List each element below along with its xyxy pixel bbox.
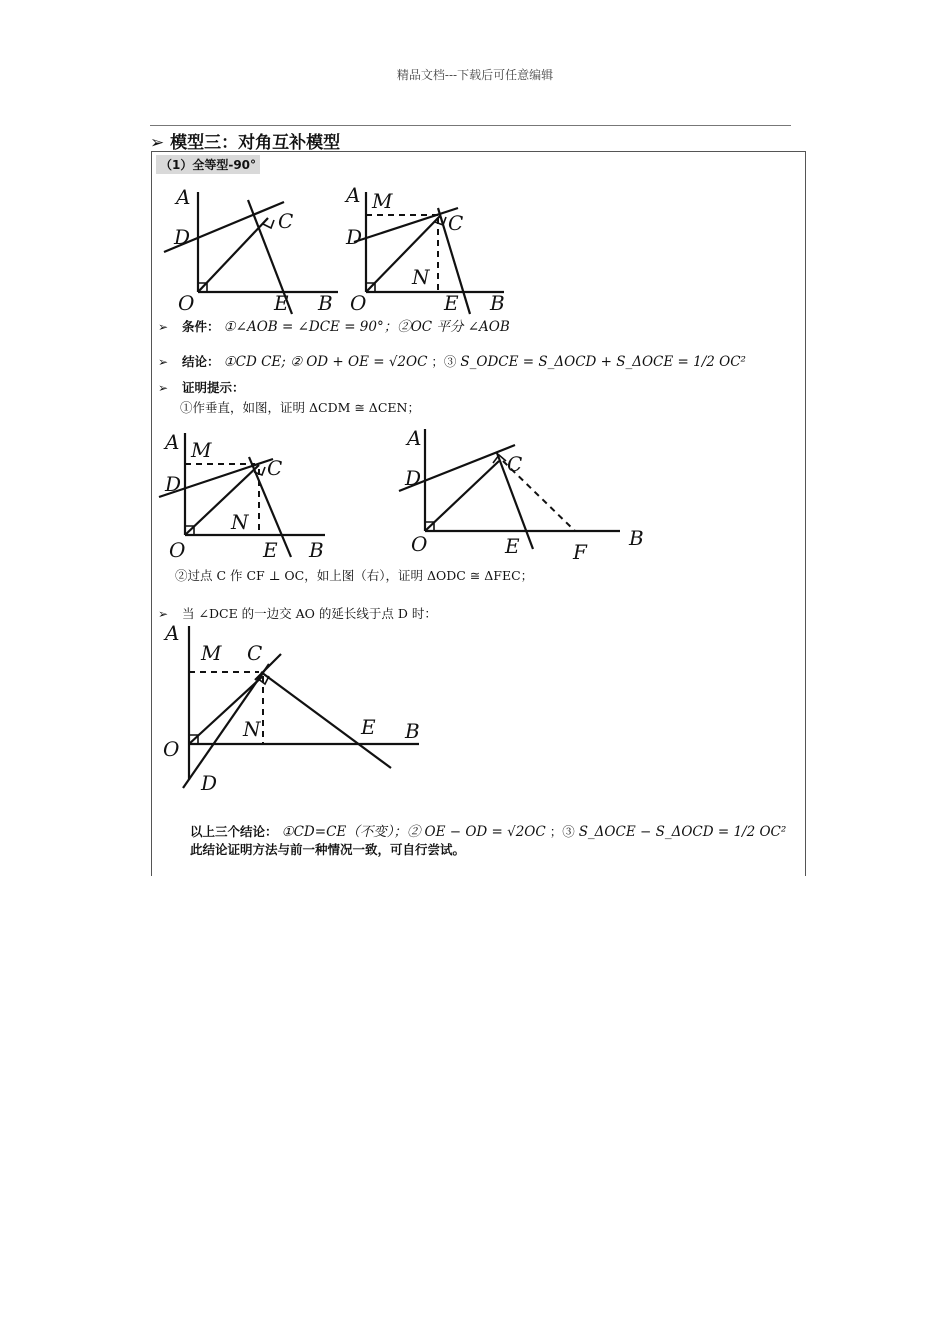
figure-1: [150, 180, 350, 320]
arrow-bullet-icon: ➢: [158, 607, 169, 621]
label-d: D: [201, 771, 218, 795]
conclusion-1: ①CD CE; ②: [223, 354, 303, 370]
label-f: F: [573, 540, 587, 564]
arrow-bullet-icon: ➢: [158, 355, 169, 369]
label-c: C: [448, 211, 464, 235]
label-c: C: [278, 209, 294, 233]
label-o: O: [169, 538, 186, 562]
label-d: D: [174, 225, 191, 249]
conclusion-equation: OD + OE = √2OC: [306, 354, 428, 370]
label-b: B: [490, 291, 505, 315]
condition-text: ①∠AOB = ∠DCE = 90°；②OC 平分 ∠AOB: [223, 319, 510, 335]
proof-label: 证明提示：: [182, 380, 245, 395]
label-e: E: [361, 715, 376, 739]
label-n: N: [243, 717, 261, 741]
label-m: M: [372, 189, 393, 213]
final-separator: ；③: [549, 824, 575, 839]
label-a: A: [407, 426, 422, 450]
label-o: O: [411, 532, 428, 556]
segment-oc: [425, 461, 499, 531]
label-a: A: [176, 185, 191, 209]
label-d: D: [405, 466, 422, 490]
label-a: A: [165, 621, 180, 645]
label-e: E: [263, 538, 278, 562]
label-n: N: [231, 510, 249, 534]
arrow-bullet-icon: ➢: [158, 381, 169, 395]
label-a: A: [346, 183, 361, 207]
final-equation: OE − OD = √2OC: [424, 824, 546, 840]
label-m: M: [201, 641, 222, 665]
final-area-formula: S_ΔOCE − S_ΔOCD = 1/2 OC²: [578, 824, 787, 840]
label-n: N: [412, 265, 430, 289]
final-label: 以上三个结论：: [190, 824, 278, 839]
label-e: E: [444, 291, 459, 315]
conclusion-label: 结论：: [182, 354, 220, 369]
final-conclusion-line: [190, 820, 786, 840]
condition-label: 条件：: [182, 319, 220, 334]
final-conclusion-1: ①CD=CE（不变）；②: [281, 824, 421, 840]
proof-label-line: [158, 378, 245, 396]
label-b: B: [629, 526, 644, 550]
section-title: [150, 128, 340, 153]
figure-3: [155, 425, 345, 565]
figure-4: [395, 425, 665, 565]
figure-5: [155, 620, 435, 795]
label-c: C: [247, 641, 263, 665]
proof-hint-2: ②过点 C 作 CF ⊥ OC，如上图（右），证明 ΔODC ≅ ΔFEC；: [175, 568, 534, 583]
case-text: 当 ∠DCE 的一边交 AO 的延长线于点 D 时：: [182, 606, 437, 621]
label-e: E: [505, 534, 520, 558]
final-note: 此结论证明方法与前一种情况一致，可自行尝试。: [190, 842, 466, 857]
label-b: B: [405, 719, 420, 743]
arrow-bullet-icon: ➢: [158, 320, 169, 334]
label-o: O: [178, 291, 195, 315]
label-b: B: [309, 538, 324, 562]
section-title-text: 模型三：对角互补模型: [170, 133, 341, 153]
label-c: C: [507, 452, 523, 476]
conclusion-line: [158, 352, 746, 370]
conclusion-area-formula: S_ODCE = S_ΔOCD + S_ΔOCE = 1/2 OC²: [460, 354, 746, 370]
label-o: O: [350, 291, 367, 315]
arrow-bullet-icon: ➢: [150, 133, 165, 153]
segment-oc: [198, 218, 268, 292]
label-d: D: [165, 472, 182, 496]
label-o: O: [163, 737, 180, 761]
label-a: A: [165, 430, 180, 454]
label-c: C: [267, 456, 283, 480]
page-header: 精品文档---下载后可任意编辑: [396, 68, 554, 82]
section-divider: [150, 125, 791, 126]
subtitle-tag: （1）全等型-90°: [156, 155, 260, 174]
label-m: M: [191, 438, 212, 462]
condition-line: [158, 315, 510, 335]
label-d: D: [346, 225, 363, 249]
figure-2: [340, 180, 520, 320]
proof-hint-1: ①作垂直，如图，证明 ΔCDM ≅ ΔCEN；: [180, 400, 420, 415]
label-b: B: [318, 291, 333, 315]
label-e: E: [274, 291, 289, 315]
conclusion-separator: ；③: [431, 354, 457, 369]
